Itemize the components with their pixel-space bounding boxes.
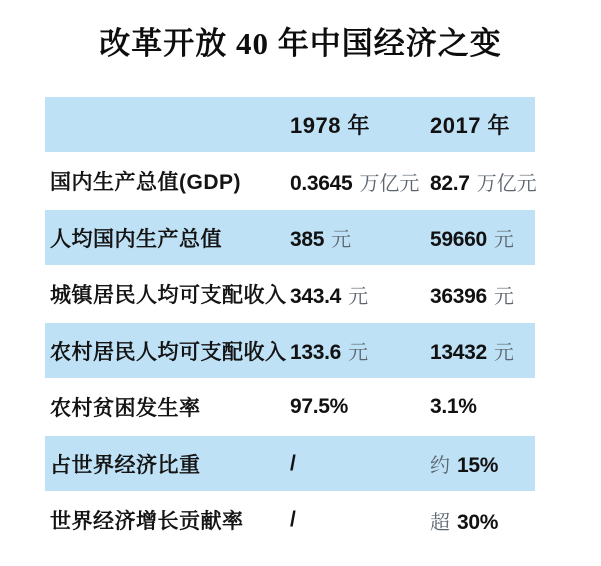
- row-label: 占世界经济比重: [50, 453, 201, 477]
- unit-suffix: 元: [493, 342, 514, 364]
- unit-suffix: 万亿元: [476, 172, 537, 195]
- value-number: 343.4: [290, 284, 342, 308]
- value-number: 82.7: [430, 171, 470, 195]
- cell-value-1978: [290, 280, 430, 309]
- cell-value-2017: [430, 223, 535, 252]
- cell-value-1978: [290, 452, 430, 476]
- row-label: 农村贫困发生率: [50, 397, 201, 420]
- header-cell-2017: [430, 109, 535, 140]
- row-label: 世界经济增长贡献率: [50, 510, 244, 533]
- cell-value-1978: [290, 223, 430, 252]
- value-number: 97.5%: [290, 395, 349, 418]
- header-year-1978: 1978 年: [290, 113, 371, 138]
- cell-value-1978: [290, 395, 430, 419]
- cell-value-1978: [290, 508, 430, 532]
- row-label: 城镇居民人均可支配收入: [50, 284, 287, 307]
- unit-suffix: 元: [493, 285, 514, 308]
- cell-value-1978: [290, 336, 430, 365]
- value-number: 3.1%: [430, 395, 477, 418]
- header-cell-1978: [290, 109, 430, 140]
- table-row: [45, 210, 535, 265]
- cell-value-1978: [290, 167, 430, 196]
- unit-suffix: 万亿元: [359, 172, 420, 195]
- value-number: 13432: [430, 341, 487, 364]
- unit-suffix: 元: [331, 229, 352, 251]
- page-title: 改革开放 40 年中国经济之变: [99, 26, 502, 61]
- cell-value-2017: [430, 506, 535, 535]
- value-number: 59660: [430, 228, 487, 251]
- unit-suffix: 元: [348, 342, 369, 364]
- value-number: 133.6: [290, 341, 342, 364]
- header-year-2017: 2017 年: [430, 113, 511, 138]
- table-row: [45, 323, 535, 378]
- cell-value-2017: [430, 336, 535, 365]
- table-row: [45, 436, 535, 491]
- value-number: /: [290, 508, 296, 531]
- table-body: [45, 152, 535, 549]
- cell-value-2017: [430, 167, 535, 196]
- row-label: 人均国内生产总值: [50, 227, 222, 251]
- table-row: [45, 265, 535, 323]
- value-number: /: [290, 451, 296, 475]
- unit-prefix: 约: [430, 455, 450, 477]
- table-row: [45, 152, 535, 210]
- cell-value-2017: [430, 449, 535, 478]
- table-row: [45, 378, 535, 436]
- value-number: 385: [290, 228, 325, 251]
- economy-table: [45, 97, 535, 549]
- row-label: 农村居民人均可支配收入: [50, 340, 287, 364]
- row-label: 国内生产总值(GDP): [50, 171, 241, 194]
- value-number: 30%: [457, 510, 499, 534]
- cell-value-2017: [430, 280, 535, 309]
- cell-value-2017: [430, 395, 535, 419]
- value-number: 36396: [430, 284, 487, 308]
- unit-suffix: 元: [348, 285, 369, 308]
- unit-prefix: 超: [430, 511, 450, 534]
- value-number: 15%: [457, 454, 499, 477]
- table-header-row: [45, 97, 535, 152]
- unit-suffix: 元: [493, 229, 514, 251]
- value-number: 0.3645: [290, 171, 353, 195]
- table-row: [45, 491, 535, 549]
